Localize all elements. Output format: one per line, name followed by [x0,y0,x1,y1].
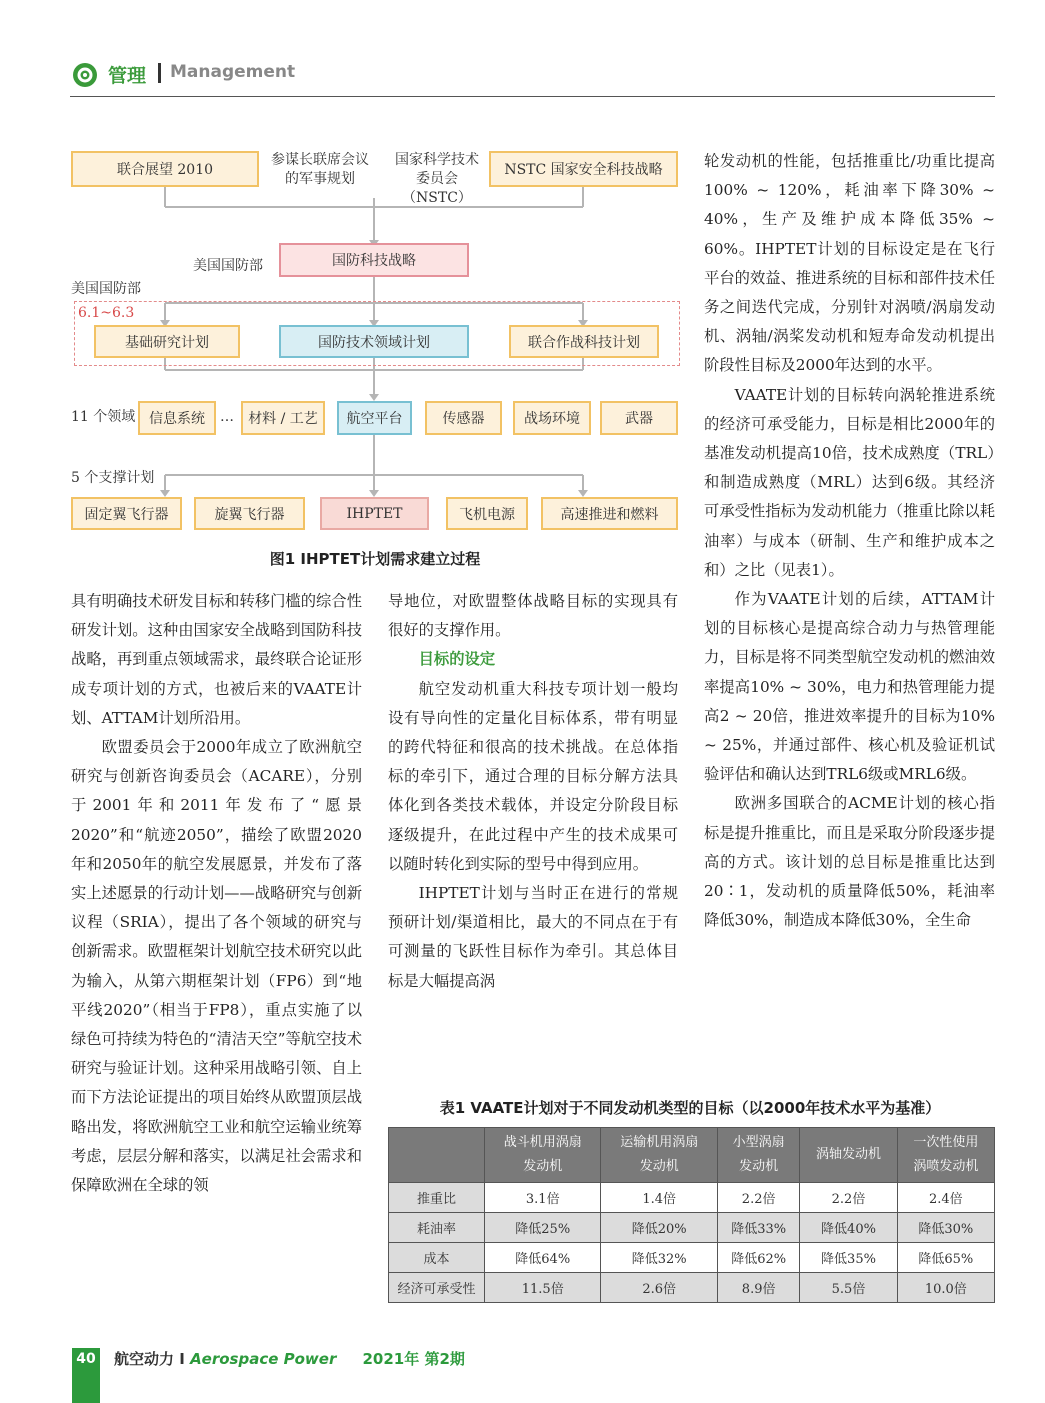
footer-journal [114,1348,465,1369]
table-cell: 2.4倍 [897,1183,994,1213]
label-6-1-6-3: 6.1~6.3 [78,305,135,321]
box-joint-warfighting: 联合作战科技计划 [509,325,659,358]
table-cell: 5.5倍 [800,1273,897,1303]
table-cell: 降低32% [601,1243,717,1273]
paragraph: 欧盟委员会于2000年成立了欧洲航空研究与创新咨询委员会（ACARE），分别于2001年和2011年发布了“愿景2020”和“航迹2050”，描绘了欧盟2020年和2050年的航空发展愿景，并发布了落实上述愿景的行动计划——战略研究与创新议程（SRIA），提出了各个领域的研究与创新需求。欧盟框架计划航空技术研究以此为输入，从第六期框架计划（FP6）到“地平线2020”（相当于FP8），重点实施了以绿色可持续为特色的“清洁天空”等航空技术研究与验证计划。这种采用战略引领、自上而下方法论证提出的项目始终从欧盟顶层战略出发，将欧洲航空工业和航空运输业统筹考虑，层层分解和落实，以满足社会需求和保障欧洲在全球的领 [71,738,362,1195]
paragraph: IHPTET计划与当时正在进行的常规预研计划/渠道相比，最大的不同点在于有可测量的飞跃性目标作为牵引。其总体目标是大幅提高涡 [388,884,678,990]
paragraph: 具有明确技术研发目标和转移门槛的综合性研发计划。这种由国家安全战略到国防科技战略，再到重点领域需求，最终联合论证形成专项计划的方式，也被后来的VAATE计划、ATTAM计划所沿用。 [71,592,362,727]
box-fixed-wing: 固定翼飞行器 [71,497,182,530]
journal-separator: I [179,1350,191,1368]
table-row [389,1213,995,1243]
box-information-systems: 信息系统 [138,401,216,435]
section-title-en: Management [170,62,296,82]
text-column-2 [388,587,678,996]
section-title-cn: 管理 [108,65,147,87]
box-weapons: 武器 [600,401,678,435]
row-label: 耗油率 [389,1213,485,1243]
table-row [389,1243,995,1273]
table-header-row [389,1128,995,1183]
box-joint-vision-2010: 联合展望 2010 [71,151,259,187]
table-cell: 降低65% [897,1243,994,1273]
box-aircraft-power: 飞机电源 [446,497,528,530]
text-column-3 [704,147,995,935]
table-cell: 降低30% [897,1213,994,1243]
table-cell: 3.1倍 [485,1183,601,1213]
footer-spacer [342,1350,358,1368]
table-cell: 11.5倍 [485,1273,601,1303]
vaate-goals-table [388,1127,995,1303]
row-label: 推重比 [389,1183,485,1213]
table-cell: 降低62% [717,1243,799,1273]
label-joint-chiefs-line2: 的军事规划 [285,171,355,187]
table-cell: 2.2倍 [717,1183,799,1213]
table-cell: 降低40% [800,1213,897,1243]
row-label: 经济可承受性 [389,1273,485,1303]
paragraph: 航空发动机重大科技专项计划一般均设有导向性的定量化目标体系，带有明显的跨代特征和很高的技术挑战。在总体指标的牵引下，通过合理的目标分解方法具体化到各类技术载体，并设定分阶段目标逐级提升，在此过程中产生的技术成果可以随时转化到实际的型号中得到应用。 [388,679,678,873]
label-nstc [385,151,489,208]
header-line: 战斗机用涡扇 [503,1135,582,1150]
section-heading: 目标的设定 [418,650,496,669]
journal-name-cn: 航空动力 [114,1350,175,1368]
paragraph: 轮发动机的性能，包括推重比/功重比提高100% ~ 120%，耗油率下降30% ~ 40%，生产及维护成本降低35% ~ 60%。IHPTET计划的目标设定是在飞行平台的效益、推进系统的目标和部件技术任务之间迭代完成，分别针对涡喷/涡扇发动机、涡轴/涡桨发动机和短寿命发动机提出阶段性目标及2000年达到的水平。 [704,152,995,375]
box-battlefield-environment: 战场环境 [513,401,591,435]
table-title: 表1 VAATE计划对于不同发动机类型的目标（以2000年技术水平为基准） [439,1099,941,1117]
table-header-cell [601,1128,717,1183]
label-11-fields: 11 个领域 [71,409,136,425]
page-number: 40 [76,1351,96,1367]
box-aviation-platform: 航空平台 [337,401,412,435]
header-line: 发动机 [639,1159,679,1174]
box-basic-research: 基础研究计划 [94,325,240,358]
label-nstc-line3: （NSTC） [402,190,472,206]
table-cell: 2.6倍 [601,1273,717,1303]
table-cell: 10.0倍 [897,1273,994,1303]
table-cell: 降低25% [485,1213,601,1243]
box-nstc-strategy: NSTC 国家安全科技战略 [489,151,678,187]
box-high-speed-propulsion: 高速推进和燃料 [541,497,678,530]
label-joint-chiefs-line1: 参谋长联席会议 [271,152,369,168]
box-ihptet: IHPTET [320,497,429,530]
journal-name-en: Aerospace Power [190,1350,337,1368]
paragraph: 导地位，对欧盟整体战略目标的实现具有很好的支撑作用。 [388,592,678,640]
box-materials: 材料 / 工艺 [241,401,325,435]
table-row [389,1273,995,1303]
table-corner-cell [389,1128,485,1183]
box-sensors: 传感器 [425,401,502,435]
header-line: 涡轴发动机 [815,1147,881,1162]
header-line: 小型涡扇 [732,1135,785,1150]
table-cell: 1.4倍 [601,1183,717,1213]
box-rotorcraft: 旋翼飞行器 [194,497,305,530]
table-header-cell [800,1128,897,1183]
label-5-support-plans: 5 个支撑计划 [71,470,155,486]
table-row [389,1183,995,1213]
box-defense-st-strategy: 国防科技战略 [279,243,469,277]
figure-caption: 图1 IHPTET计划需求建立过程 [269,550,481,568]
label-dod: 美国国防部 [193,258,263,274]
table-header-cell [485,1128,601,1183]
table-cell: 降低20% [601,1213,717,1243]
header-line: 涡喷发动机 [913,1159,979,1174]
table-cell: 降低64% [485,1243,601,1273]
table-cell: 8.9倍 [717,1273,799,1303]
header-line: 发动机 [523,1159,563,1174]
table-header-cell [897,1128,994,1183]
box-defense-tech-area: 国防技术领域计划 [279,325,469,358]
row-label: 成本 [389,1243,485,1273]
table-header-cell [717,1128,799,1183]
paragraph: 作为VAATE计划的后续，ATTAM计划的目标核心是提高综合动力与热管理能力，目标是将不同类型航空发动机的燃油效率提高10% ~ 30%，电力和热管理能力提高2 ~ 20倍，推进效率提升的目标为10% ~ 25%，并通过部件、核心机及验证机试验评估和确认达到TRL6级或MRL6级。 [704,590,995,784]
label-nstc-line1: 国家科学技术 [395,152,479,168]
label-dod-2: 美国国防部 [71,281,141,297]
table-cell: 2.2倍 [800,1183,897,1213]
label-nstc-line2: 委员会 [416,171,458,187]
header-line: 一次性使用 [913,1135,979,1150]
journal-issue: 2021年 第2期 [362,1350,465,1368]
text-column-1 [71,587,362,1200]
header-line: 发动机 [739,1159,779,1174]
paragraph: VAATE计划的目标转向涡轮推进系统的经济可承受能力，目标是相比2000年的基准发动机提高10倍，技术成熟度（TRL）和制造成熟度（MRL）达到6级。其经济可承受性指标为发动机能力（推重比除以耗油率）与成本（研制、生产和维护成本之和）之比（见表1）。 [704,385,995,579]
header-line: 运输机用涡扇 [620,1135,699,1150]
table-cell: 降低33% [717,1213,799,1243]
paragraph: 欧洲多国联合的ACME计划的核心指标是提升推重比，而且是采取分阶段逐步提高的方式。该计划的总目标是推重比达到20∶1，发动机的质量降低50%，耗油率降低30%，制造成本降低30%，全生命 [704,794,995,930]
label-ellipsis: … [220,409,234,425]
label-joint-chiefs [265,151,375,189]
table-cell: 降低35% [800,1243,897,1273]
